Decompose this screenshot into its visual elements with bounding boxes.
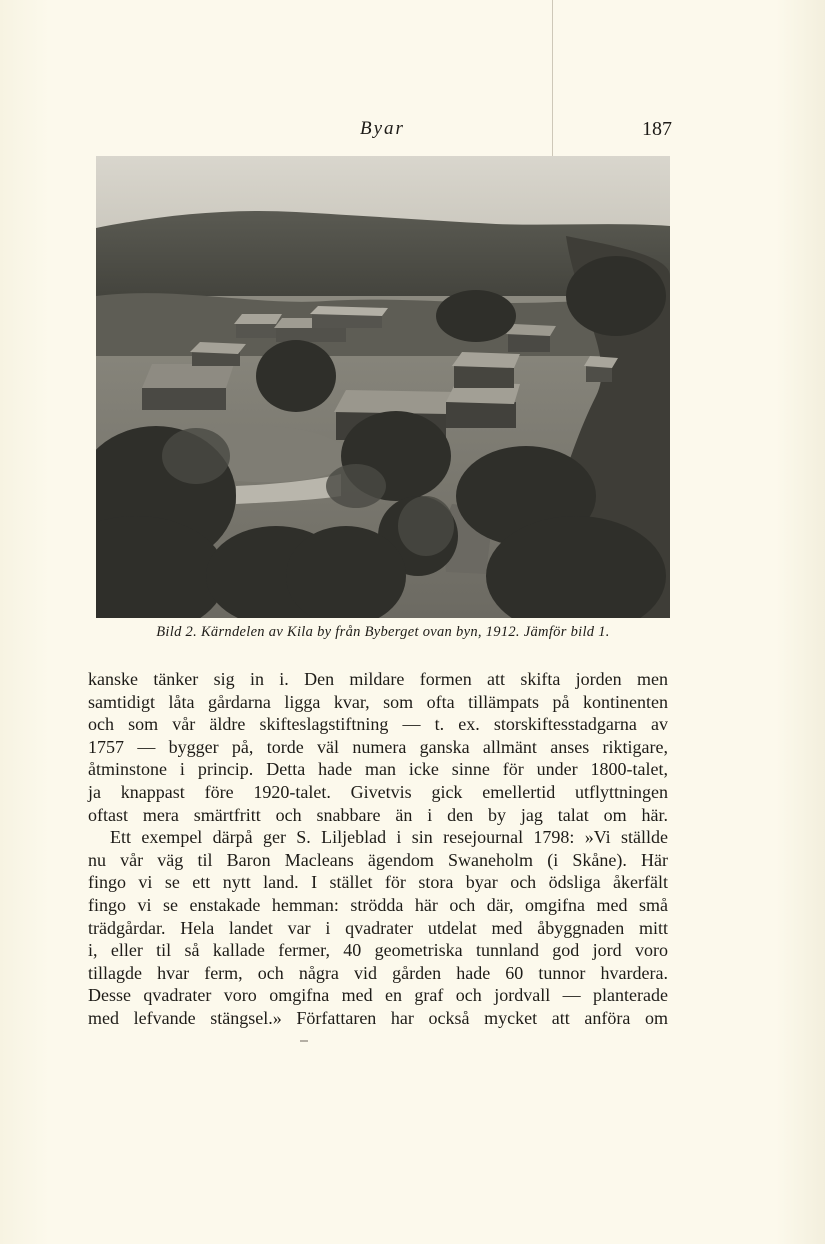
text-line: 1757 — bygger på, torde väl numera ganska allmänt anses riktigare, <box>88 736 668 757</box>
print-speck <box>300 1040 308 1042</box>
text-line-paragraph-start: Ett exempel därpå ger S. Liljeblad i sin resejournal 1798: »Vi ställde <box>110 827 668 848</box>
village-photograph <box>96 156 670 618</box>
text-line: åtminstone i princip. Detta hade man icke sinne för under 1800-talet, <box>88 759 668 780</box>
text-line: oftast mera smärtfritt och snabbare än i den by jag talat om här. <box>88 804 668 825</box>
text-line: ja knappast före 1920-talet. Givetvis gick emellertid utflyttningen <box>88 781 668 802</box>
text-line: nu vår väg til Baron Macleans ägendom Swaneholm (i Skåne). Här <box>88 849 668 870</box>
page-number: 187 <box>642 118 672 140</box>
text-line: och som vår äldre skifteslagstiftning — t. ex. storskiftesstadgarna av <box>88 714 668 735</box>
text-line: tillagde hvar ferm, och några vid gården hade 60 tunnor hvardera. <box>88 962 668 983</box>
text-line: i, eller til så kallade fermer, 40 geometriska tunnland god jord voro <box>88 940 668 961</box>
text-line: samtidigt låta gårdarna ligga kvar, som ofta tillämpats på kontinenten <box>88 691 668 712</box>
text-line: kanske tänker sig in i. Den mildare formen att skifta jorden men <box>88 669 668 689</box>
text-line: fingo vi se enstakade hemman: strödda här och där, omgifna med små <box>88 894 668 915</box>
photo-caption: Bild 2. Kärndelen av Kila by från Byberget ovan byn, 1912. Jämför bild 1. <box>156 624 610 640</box>
running-title: Byar <box>360 118 405 139</box>
text-line: Desse qvadrater voro omgifna med en graf och jordvall — planterade <box>88 985 668 1006</box>
body-text <box>88 668 668 1030</box>
text-line: med lefvande stängsel.» Författaren har också mycket att anföra om <box>88 1007 668 1028</box>
text-line: trädgårdar. Hela landet var i qvadrater utdelat med åbyggnaden mitt <box>88 917 668 938</box>
text-line: fingo vi se ett nytt land. I stället för stora byar och ödsliga åkerfält <box>88 872 668 893</box>
